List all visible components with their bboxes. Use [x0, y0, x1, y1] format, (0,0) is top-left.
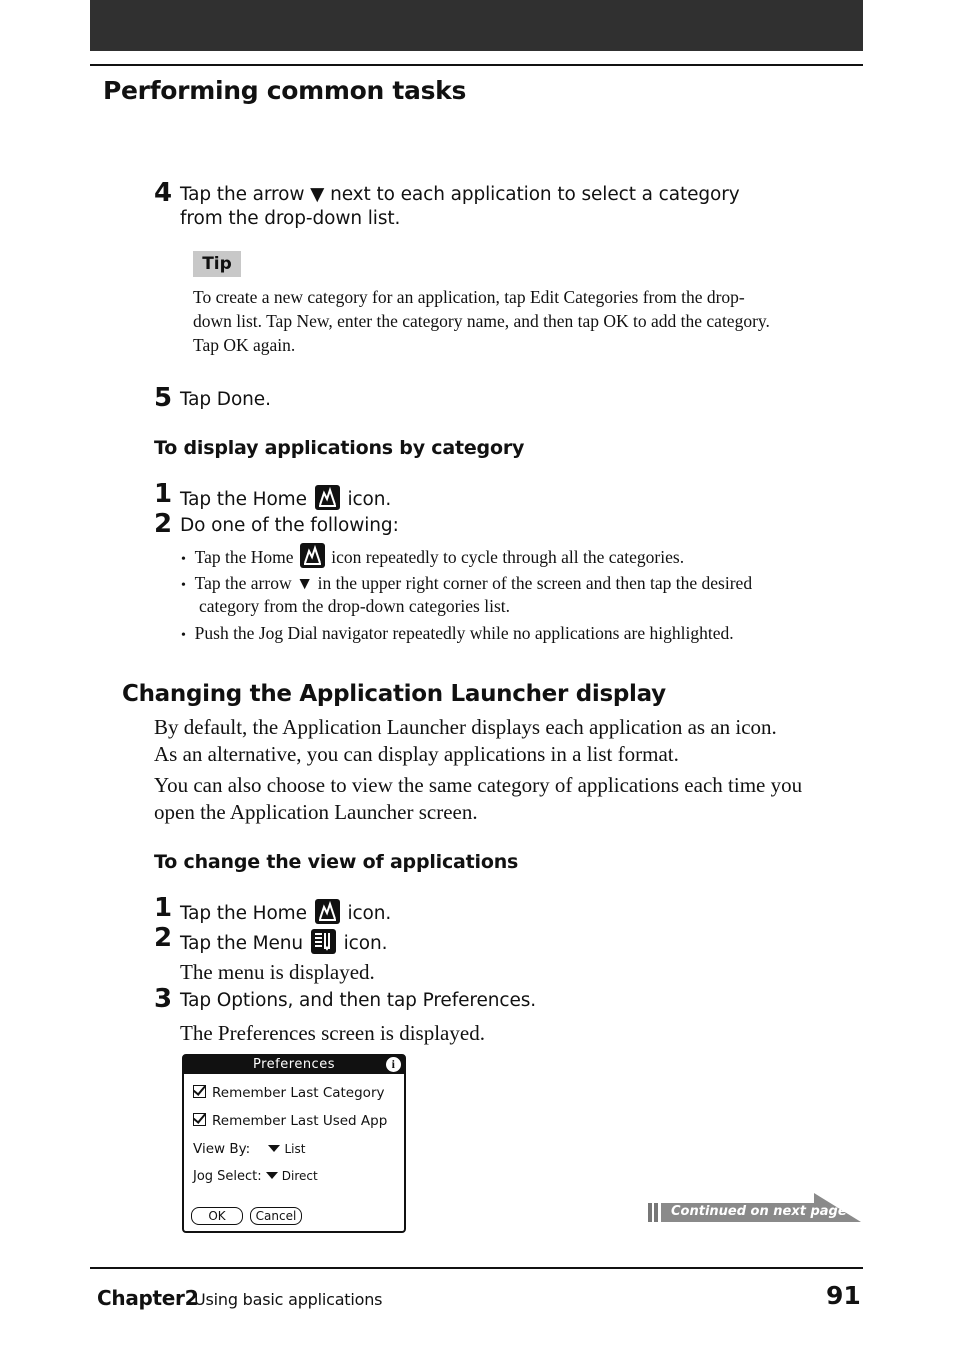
- paragraph: As an alternative, you can display applications in a list format.: [154, 742, 679, 766]
- step-number: 3: [154, 984, 173, 1014]
- step-result: The menu is displayed.: [180, 960, 375, 984]
- header-rule: [90, 64, 863, 66]
- step-number: 1: [154, 893, 173, 923]
- paragraph: open the Application Launcher screen.: [154, 800, 478, 824]
- view-by-select[interactable]: List: [268, 1141, 305, 1157]
- tip-text: down list. Tap New, enter the category name, and then tap OK to add the category.: [193, 311, 770, 331]
- tip-text: To create a new category for an application, tap Edit Categories from the drop-: [193, 287, 745, 307]
- bullet-item: • Push the Jog Dial navigator repeatedly while no applications are highlighted.: [181, 623, 734, 643]
- remember-last-category-checkbox[interactable]: Remember Last Category: [193, 1085, 384, 1101]
- cancel-button[interactable]: Cancel: [250, 1207, 302, 1225]
- step-number: 2: [154, 923, 173, 953]
- view-by-row: View By: List: [193, 1141, 306, 1157]
- continued-text: Continued on next page: [671, 1204, 847, 1219]
- step-result: The Preferences screen is displayed.: [180, 1021, 485, 1045]
- step-text: Tap the Menu icon.: [180, 929, 387, 954]
- step-number: 5: [154, 383, 173, 413]
- tip-label: Tip: [193, 251, 241, 277]
- checkbox-icon: [193, 1085, 206, 1098]
- checkbox-icon: [193, 1113, 206, 1126]
- step-text: Tap Options, and then tap Preferences.: [180, 990, 537, 1011]
- step-text: Tap Done.: [180, 389, 271, 410]
- preferences-screen: [182, 1054, 406, 1233]
- dropdown-arrow-icon: [268, 1145, 280, 1152]
- continued-banner: [648, 1193, 861, 1223]
- step-number: 2: [154, 509, 173, 539]
- step-text: Tap the arrow ▼ next to each application to select a category: [180, 184, 740, 205]
- bullet-item: • Tap the Home icon repeatedly to cycle through all the categories.: [181, 543, 684, 572]
- jog-select-row: Jog Select: Direct: [193, 1169, 318, 1184]
- step-text: Do one of the following:: [180, 515, 399, 536]
- dropdown-arrow-icon: [266, 1172, 278, 1179]
- info-icon[interactable]: i: [386, 1057, 401, 1072]
- preferences-title: Preferences i: [184, 1056, 404, 1074]
- section-title: Performing common tasks: [103, 76, 467, 105]
- bullet-item: • Tap the arrow ▼ in the upper right corner of the screen and then tap the desired: [181, 573, 753, 593]
- step-text: Tap the Home icon.: [180, 899, 391, 924]
- ok-button[interactable]: OK: [191, 1207, 243, 1225]
- home-icon: [315, 899, 340, 924]
- paragraph: You can also choose to view the same category of applications each time you: [154, 773, 803, 797]
- step-number: 1: [154, 479, 173, 509]
- subheading: To display applications by category: [154, 437, 525, 459]
- chapter-title: Using basic applications: [194, 1290, 383, 1309]
- tip-text: Tap OK again.: [193, 335, 296, 355]
- paragraph: By default, the Application Launcher displays each application as an icon.: [154, 715, 777, 739]
- jog-select-select[interactable]: Direct: [266, 1169, 318, 1184]
- step-text: from the drop-down list.: [180, 208, 401, 229]
- step-text: Tap the Home icon.: [180, 485, 391, 510]
- chapter-label: Chapter2: [97, 1286, 199, 1310]
- menu-icon: [311, 929, 336, 954]
- header-bar: [90, 0, 863, 51]
- step-number: 4: [154, 178, 173, 208]
- home-icon: [300, 543, 325, 568]
- footer-rule: [90, 1267, 863, 1269]
- remember-last-used-app-checkbox[interactable]: Remember Last Used App: [193, 1113, 387, 1129]
- page-number: 91: [826, 1281, 861, 1310]
- home-icon: [315, 485, 340, 510]
- section-heading: Changing the Application Launcher display: [122, 681, 666, 707]
- subheading: To change the view of applications: [154, 851, 519, 873]
- bullet-item-cont: category from the drop-down categories list.: [199, 596, 511, 616]
